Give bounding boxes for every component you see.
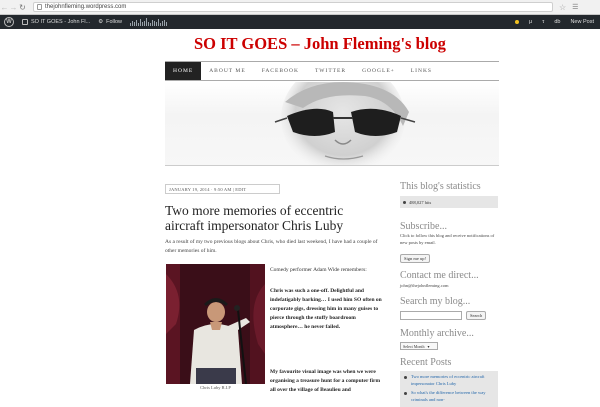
search-input[interactable] <box>400 311 462 320</box>
browser-toolbar <box>0 0 600 15</box>
new-post-link[interactable]: New Post <box>570 19 594 25</box>
adminbar-item-3[interactable]: db <box>554 19 561 25</box>
archive-heading: Monthly archive... <box>400 328 474 339</box>
nav-google-plus[interactable]: GOOGLE+ <box>362 68 395 74</box>
post-intro: As a result of my two previous blogs about Chris, who died last weekend, I have had a couple of other memories of him. <box>165 239 378 254</box>
recent-post-link[interactable]: So what's the difference between the way criminals and non- <box>411 390 486 402</box>
sign-me-up-button[interactable]: Sign me up! <box>400 254 430 263</box>
archive-select-value: Select Month <box>403 343 425 349</box>
adminbar-item-1[interactable]: μ <box>528 19 533 25</box>
post-paragraph-2: Chris was such a one-off. Delightful and indefatigably barking… I used him SO often on corporate gigs, dressing him in many guises to pierce through the stuffy boardroom atmosphere… he never failed. <box>270 288 382 330</box>
blog-title[interactable]: SO IT GOES – John Fleming's blog <box>194 34 446 53</box>
follow-label: Follow <box>106 19 123 25</box>
photo-caption: Chris Luby R.I.P <box>200 385 231 390</box>
search-button[interactable]: Search <box>466 311 486 320</box>
site-name-link[interactable] <box>22 19 90 25</box>
follow-button[interactable] <box>98 19 122 25</box>
list-item[interactable] <box>403 374 495 387</box>
nav-links[interactable]: LINKS <box>410 68 432 74</box>
bookmark-star-icon[interactable]: ☆ <box>559 2 567 12</box>
recent-posts-heading: Recent Posts <box>400 357 452 368</box>
url-text: thejohnfleming.wordpress.com <box>45 4 127 10</box>
forward-icon[interactable]: → <box>9 2 18 12</box>
chevron-down-icon: ▾ <box>427 343 430 349</box>
stats-heading: This blog's statistics <box>400 181 481 192</box>
post-meta[interactable]: JANUARY 19, 2014 · 9:50 AM | EDIT <box>165 184 280 194</box>
nav-facebook[interactable]: FACEBOOK <box>261 68 299 74</box>
post-paragraph-1: Comedy performer Adam Wide remembers: <box>270 267 367 273</box>
contact-email[interactable]: john@thejohnfleming.com <box>400 283 449 288</box>
site-name-label: SO IT GOES - John Fl... <box>31 19 91 25</box>
menu-icon[interactable]: ☰ <box>572 4 579 11</box>
bullet-icon <box>404 392 407 395</box>
main-navigation <box>165 61 499 81</box>
list-item[interactable] <box>403 390 495 403</box>
post-photo[interactable] <box>166 264 265 384</box>
nav-twitter[interactable]: TWITTER <box>314 68 347 74</box>
search-heading: Search my blog... <box>400 296 471 307</box>
wp-admin-bar <box>0 15 600 29</box>
page-icon <box>37 4 42 10</box>
bullet-icon <box>403 201 406 204</box>
stats-sparkline[interactable] <box>130 18 168 26</box>
recent-post-link[interactable]: Two more memories of eccentric aircraft impersonator Chris Luby <box>411 374 485 386</box>
bullet-icon <box>404 376 407 379</box>
nav-about-me[interactable]: ABOUT ME <box>209 68 246 74</box>
header-image <box>165 82 499 166</box>
nav-home[interactable]: HOME <box>165 62 201 80</box>
stats-hits <box>400 196 498 208</box>
notification-dot-icon[interactable] <box>515 20 519 24</box>
wordpress-logo-icon[interactable]: W <box>4 17 14 27</box>
recent-posts-list <box>400 371 498 407</box>
subscribe-text: Click to follow this blog and receive notifications of new posts by email. <box>400 233 495 245</box>
post-title[interactable]: Two more memories of eccentric aircraft impersonator Chris Luby <box>165 203 344 233</box>
archive-select[interactable] <box>400 342 438 350</box>
address-bar[interactable] <box>33 2 553 12</box>
hits-count: 488,027 hits <box>409 199 432 205</box>
back-icon[interactable]: ← <box>0 2 9 12</box>
site-icon <box>22 19 28 25</box>
subscribe-heading: Subscribe... <box>400 221 447 232</box>
reload-icon[interactable]: ↻ <box>19 2 26 12</box>
contact-heading: Contact me direct... <box>400 270 479 281</box>
post-paragraph-3: My favourite visual image was when we were organising a treasure hunt for a computer firm all over the village of Beaulieu and <box>270 369 381 393</box>
adminbar-item-2[interactable]: τ <box>542 19 545 25</box>
gear-icon: ⚙ <box>98 19 104 25</box>
